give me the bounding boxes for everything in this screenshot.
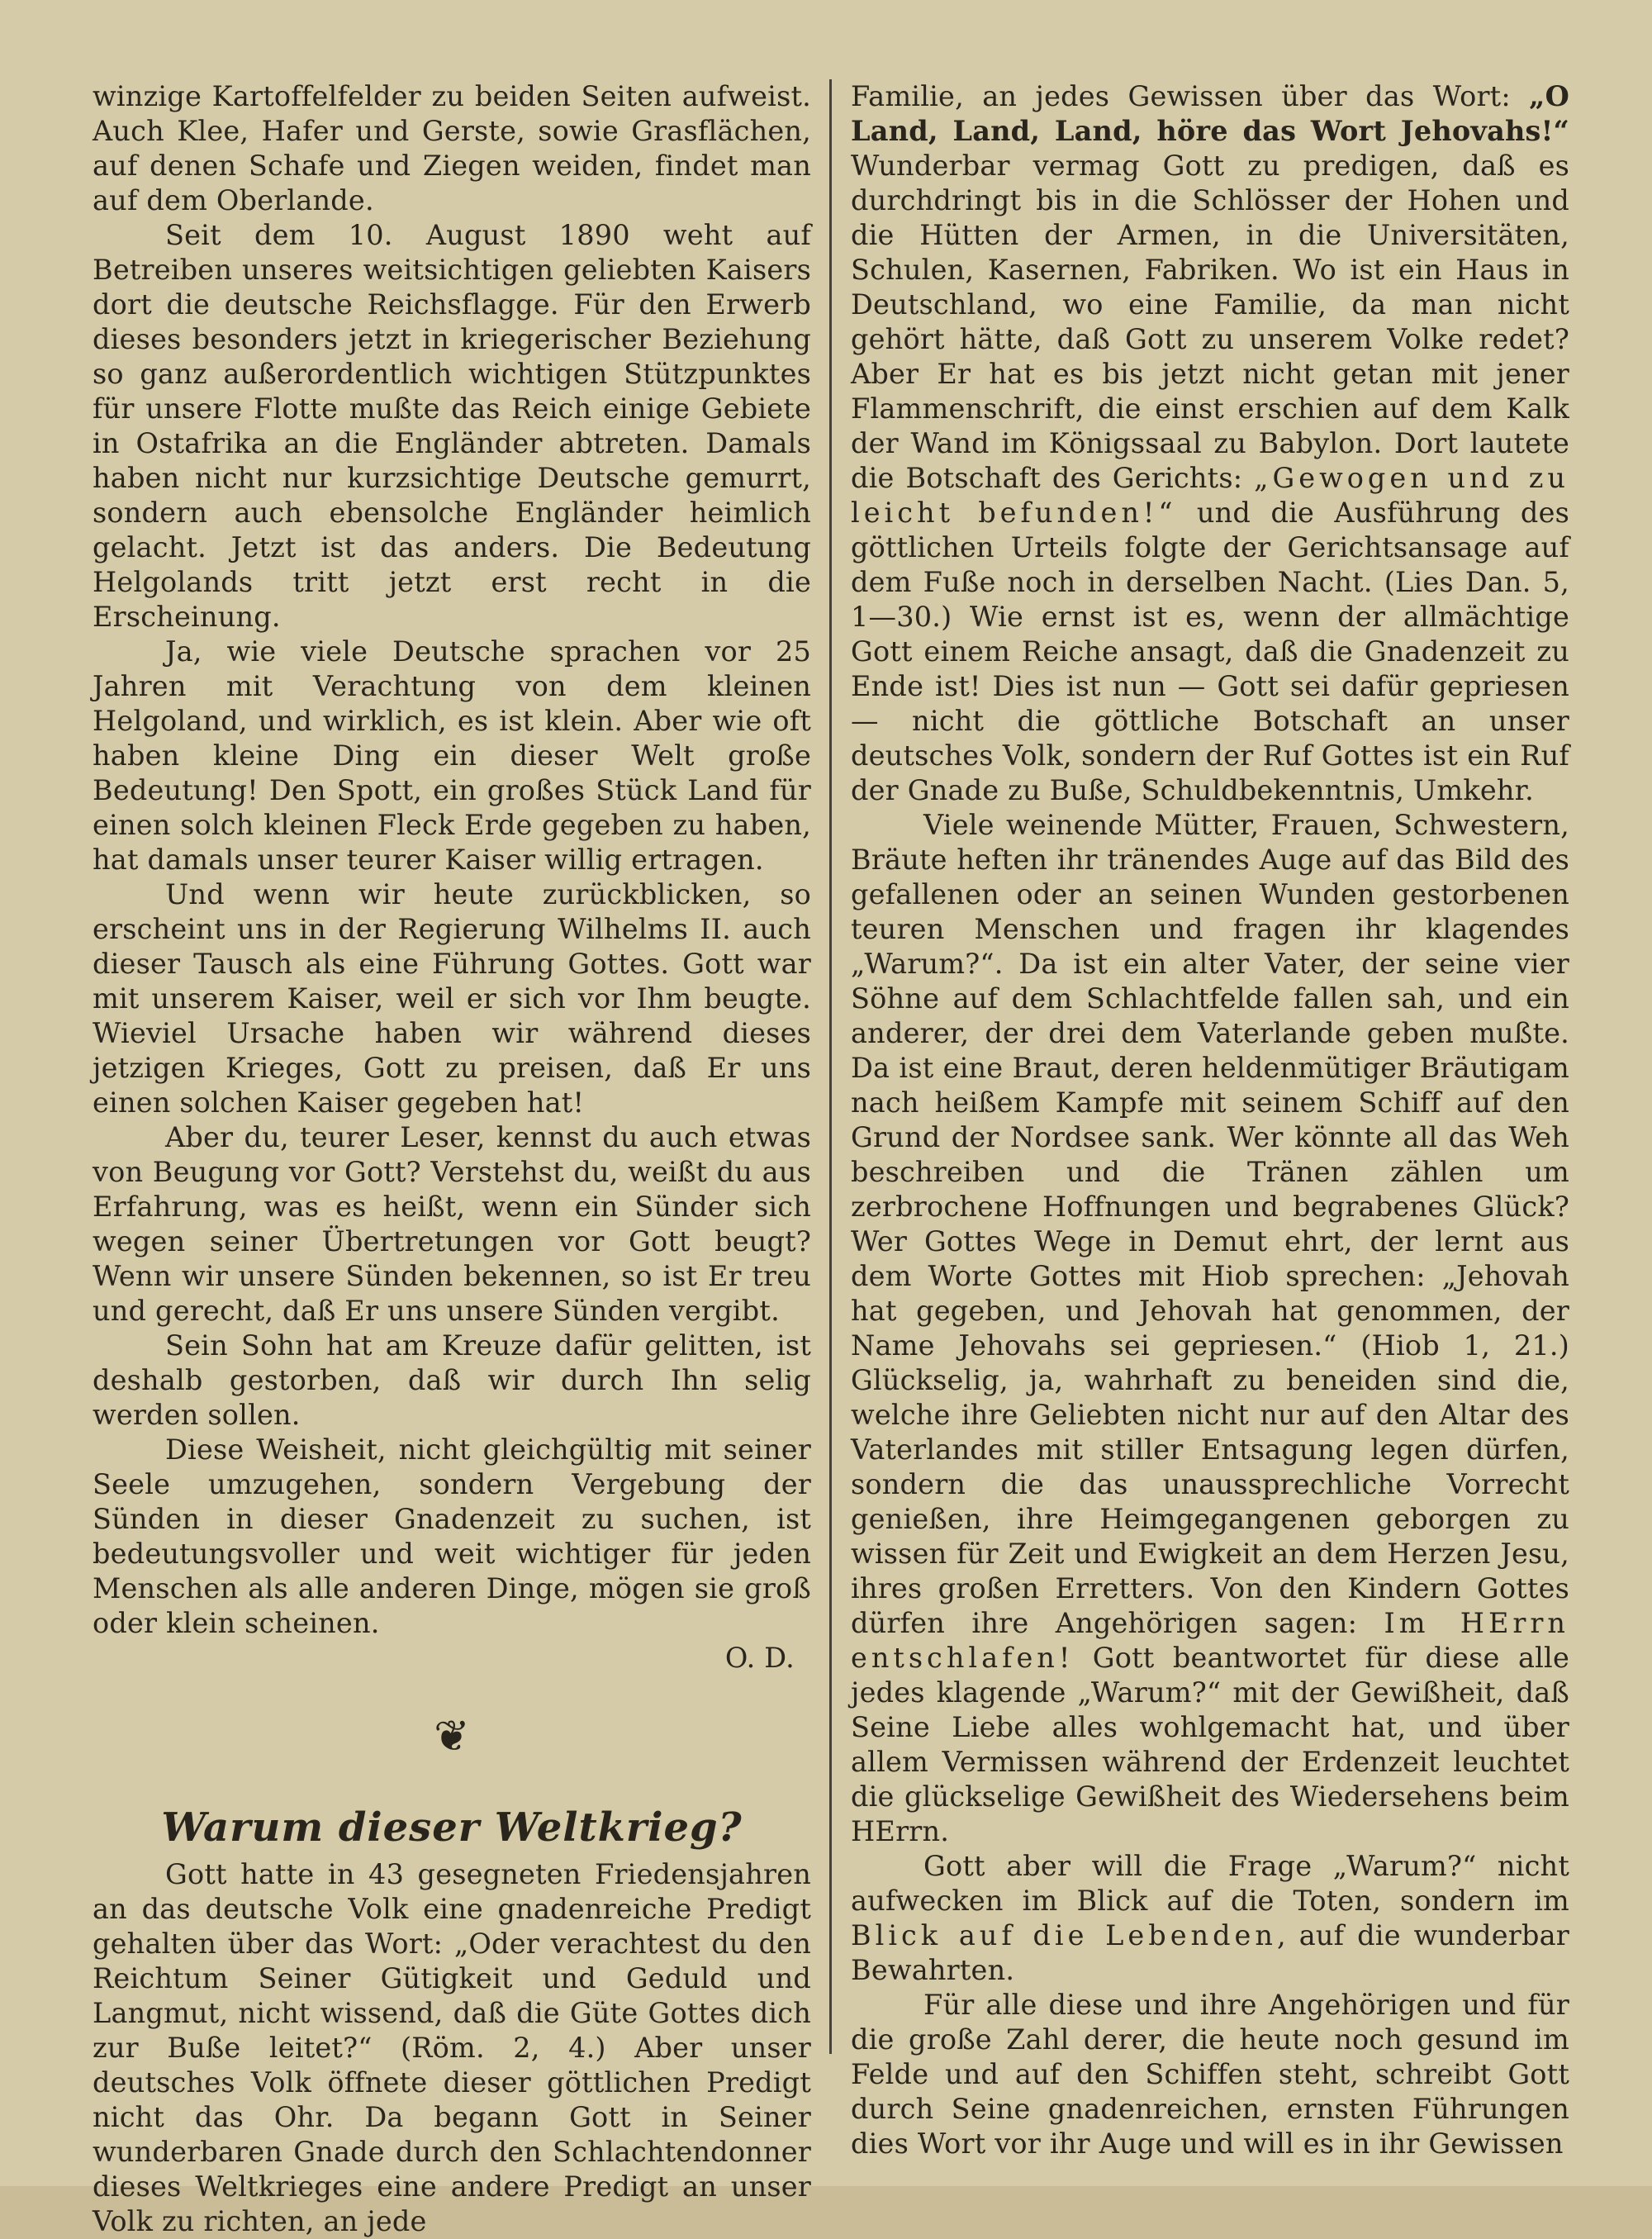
right-column (851, 79, 1569, 2161)
paragraph: Für alle diese und ihre Angehörigen und für die große Zahl derer, die heute noch gesund im Felde und auf den Schiffen steht, schreibt Gott durch Seine gnadenreichen, ernsten Führungen dies Wort vor ihr Auge und will es in ihr Gewissen (851, 1989, 1569, 2160)
paragraph: Aber du, teurer Leser, kennst du auch etwas von Beugung vor Gott? Verstehst du, weißt du aus Erfahrung, was es heißt, wenn ein Sünder sich wegen seiner Übertretungen vor Gott beugt? Wenn wir unsere Sünden bekennen, so ist Er treu und gerecht, daß Er uns unsere Sünden vergibt. (93, 1121, 811, 1327)
text-run: Gott aber will die Frage „Warum?“ nicht aufwecken im Blick auf die Toten, sondern im (851, 1850, 1569, 1917)
paragraph (851, 808, 1569, 1849)
paragraph: winzige Kartoffelfelder zu beiden Seiten aufweist. Auch Klee, Hafer und Gerste, sowie Grasflächen, auf denen Schafe und Ziegen weiden, findet man auf dem Oberlande. (93, 80, 811, 216)
ornament-icon: ❦ (434, 1712, 470, 1761)
spaced-quote: Im HErrn entschlafen! (851, 1607, 1569, 1674)
paragraph: Und wenn wir heute zurückblicken, so erscheint uns in der Regierung Wilhelms II. auch dieser Tausch als eine Führung Gottes. Gott war mit unserem Kaiser, weil er sich vor Ihm beugte. Wieviel Ursache haben wir während dieses jetzigen Krieges, Gott zu preisen, daß Er uns einen solchen Kaiser gegeben hat! (93, 878, 811, 1119)
text-run: Wunderbar vermag Gott zu predigen, daß es durchdringt bis in die Schlösser der Hohen und die Hütten der Armen, in die Universitäten, Schulen, Kasernen, Fabriken. Wo ist ein Haus in Deutschland, wo eine Familie, da man nicht gehört hätte, daß Gott zu unserem Volke redet? Aber Er hat es bis jetzt nicht getan mit jener Flammenschrift, die einst erschien auf dem Kalk der Wand im Königssaal zu Babylon. Dort lautete die Botschaft des Gerichts: (851, 150, 1569, 494)
left-column (93, 79, 811, 2239)
spaced-phrase: Blick auf die Lebenden (851, 1919, 1277, 1951)
text-run: Viele weinende Mütter, Frauen, Schwestern, Bräute heften ihr tränendes Auge auf das Bild des gefallenen oder an seinen Wunden gestorbenen teuren Menschen und fragen ihr klagendes „Warum?“. Da ist ein alter Vater, der seine vier Söhne auf dem Schlachtfelde fallen sah, und ein anderer, der drei dem Vaterlande geben mußte. Da ist eine Braut, deren heldenmütiger Bräutigam nach heißem Kampfe mit seinem Schiff auf den Grund der Nordsee sank. Wer könnte all das Weh beschreiben und die Tränen zählen um zerbrochene Hoffnungen und begrabenes Glück? Wer Gottes Wege in Demut ehrt, der lernt aus dem Worte Gottes mit Hiob sprechen: „Jehovah hat gegeben, und Jehovah hat genommen, der Name Jehovahs sei gepriesen.“ (Hiob 1, 21.) Glückselig, ja, wahrhaft zu beneiden sind die, welche ihre Geliebten nicht nur auf den Altar des Vaterlandes mit stiller Entsagung legen dürfen, sondern die das unaussprechliche Vorrecht genießen, ihre Heimgegangenen geborgen zu wissen für Zeit und Ewigkeit an dem Herzen Jesu, ihres großen Erretters. Von den Kindern Gottes dürfen ihre Angehörigen sagen: (851, 809, 1569, 1639)
text-run: Gott beantwortet für diese alle jedes klagende „Warum?“ mit der Gewißheit, daß Seine Liebe alles wohlgemacht hat, und über allem Vermissen während der Erdenzeit leuchtet die glückselige Gewißheit des Wiedersehens beim HErrn. (851, 1642, 1569, 1847)
paragraph: Seit dem 10. August 1890 weht auf Betreiben unseres weitsichtigen geliebten Kaisers dort die deutsche Reichsflagge. Für den Erwerb dieses besonders jetzt in kriegerischer Beziehung so ganz außerordentlich wichtigen Stützpunktes für unsere Flotte mußte das Reich einige Gebiete in Ostafrika an die Engländer abtreten. Damals haben nicht nur kurzsichtige Deutsche gemurrt, sondern auch ebensolche Engländer heimlich gelacht. Jetzt ist das anders. Die Bedeutung Helgolands tritt jetzt erst recht in die Erscheinung. (93, 219, 811, 633)
spaced-quote: „Gewogen und zu leicht befunden!“ (851, 462, 1570, 529)
text-run: und die Ausführung des göttlichen Urteils folgte der Gerichtsansage auf dem Fuße noch in derselben Nacht. (Lies Dan. 5, 1—30.) Wie ernst ist es, wenn der allmächtige Gott einem Reiche ansagt, daß die Gnadenzeit zu Ende ist! Dies ist nun — Gott sei dafür gepriesen — nicht die göttliche Botschaft an unser deutsches Volk, sondern der Ruf Gottes ist ein Ruf der Gnade zu Buße, Schuldbekenntnis, Umkehr. (851, 497, 1569, 806)
paragraph: Ja, wie viele Deutsche sprachen vor 25 Jahren mit Verachtung von dem kleinen Helgoland, und wirklich, es ist klein. Aber wie oft haben kleine Ding ein dieser Welt große Bedeutung! Den Spott, ein großes Stück Land für einen solch kleinen Fleck Erde gegeben zu haben, hat damals unser teurer Kaiser willig ertragen. (93, 635, 811, 876)
article-heading: Warum dieser Weltkrieg? (161, 1804, 743, 1851)
paragraph (851, 79, 1569, 808)
column-divider (829, 79, 832, 2054)
paragraph: Sein Sohn hat am Kreuze dafür gelitten, ist deshalb gestorben, daß wir durch Ihn selig werden sollen. (93, 1329, 811, 1431)
author-signature: O. D. (724, 1642, 795, 1674)
text-run: , auf die wunderbar Bewahrten. (851, 1919, 1569, 1986)
text-run: Familie, an jedes Gewissen über das Wort: (851, 80, 1530, 112)
paragraph: Gott hatte in 43 gesegneten Friedensjahren an das deutsche Volk eine gnadenreiche Predigt gehalten über das Wort: „Oder verachtest du den Reichtum Seiner Gütigkeit und Geduld und Langmut, nicht wissend, daß die Güte Gottes dich zur Buße leitet?“ (Röm. 2, 4.) Aber unser deutsches Volk öffnete dieser göttlichen Predigt nicht das Ohr. Da begann Gott in Seiner wunderbaren Gnade durch den Schlachtendonner dieses Weltkrieges eine andere Predigt an unser Volk zu richten, an jede (93, 1858, 811, 2237)
bold-quote: „O Land, Land, Land, höre das Wort Jehovahs!“ (851, 80, 1569, 147)
paragraph: Diese Weisheit, nicht gleichgültig mit seiner Seele umzugehen, sondern Vergebung der Sünden in dieser Gnadenzeit zu suchen, ist bedeutungsvoller und weit wichtiger für jeden Menschen als alle anderen Dinge, mögen sie groß oder klein scheinen. (93, 1433, 811, 1639)
paragraph (851, 1849, 1569, 1988)
